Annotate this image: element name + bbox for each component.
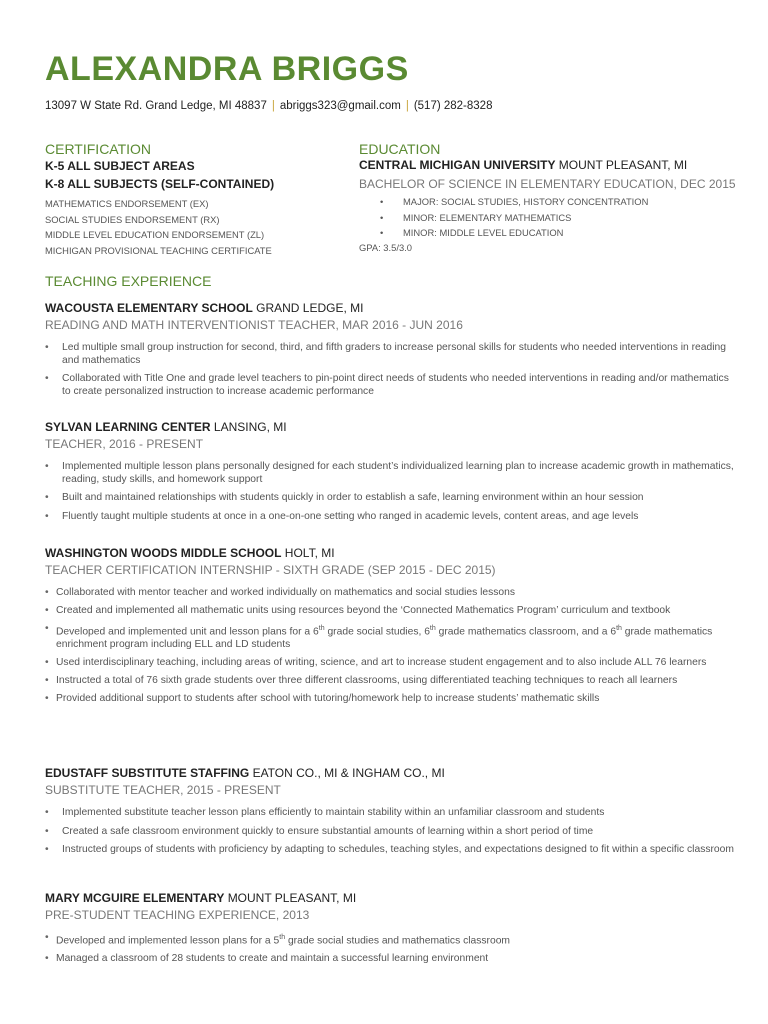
education-degree: BACHELOR OF SCIENCE IN ELEMENTARY EDUCATION, DEC 2015: [359, 177, 736, 191]
job-bullet: • Collaborated with Title One and grade level teachers to pin-point direct needs of students who needed interventions in reading and/or mathematics to create personalized instruction to increase academic performance: [45, 373, 735, 398]
job-bullet: • Fluently taught multiple students at once in a one-on-one setting who ranged in academic levels, content areas, and age levels: [45, 511, 735, 524]
job-bullet: • Created a safe classroom environment quickly to ensure substantial amounts of learning within a short period of time: [45, 826, 735, 839]
job-bullet: • Managed a classroom of 28 students to create and maintain a successful learning environment: [45, 953, 735, 966]
job-location: GRAND LEDGE, MI: [256, 301, 364, 315]
job-org: WACOUSTA ELEMENTARY SCHOOL: [45, 301, 253, 315]
job-bullet: • Led multiple small group instruction for second, third, and fifth graders to increase personal skills for students who needed interventions in reading and mathematics: [45, 342, 735, 367]
job-role: PRE-STUDENT TEACHING EXPERIENCE, 2013: [45, 908, 310, 922]
job-entry: [45, 300, 735, 404]
education-school: [359, 158, 687, 172]
job-bullet: • Created and implemented all mathematic units using resources beyond the ‘Connected Mathematics Program’ curriculum and textbook: [45, 605, 735, 618]
job-bullet: • Provided additional support to students after school with tutoring/homework help to increase students’ mathematic skills: [45, 693, 735, 706]
job-role: SUBSTITUTE TEACHER, 2015 - PRESENT: [45, 783, 281, 797]
school-location: MOUNT PLEASANT, MI: [558, 158, 688, 172]
job-bullet: • Developed and implemented unit and lesson plans for a 6th grade social studies, 6th grade mathematics classroom, and a 6th grade mathematics enrichment program including ELL and LD students: [45, 623, 735, 651]
experience-heading: TEACHING EXPERIENCE: [45, 273, 212, 289]
job-bullet: • Instructed groups of students with proficiency by adapting to schedules, teaching styles, and expectations designed to fit within a specific classroom: [45, 844, 735, 857]
job-org: EDUSTAFF SUBSTITUTE STAFFING: [45, 766, 250, 780]
job-bullet: • Instructed a total of 76 sixth grade students over three different classrooms, using differentiated teaching techniques to reach all learners: [45, 675, 735, 688]
separator: |: [271, 100, 275, 112]
contact-line: [45, 100, 492, 112]
gpa: GPA: 3.5/3.0: [359, 242, 412, 253]
certification-main-list: [45, 157, 274, 193]
education-details: [380, 194, 648, 241]
job-org: WASHINGTON WOODS MIDDLE SCHOOL: [45, 546, 282, 560]
job-location: LANSING, MI: [213, 420, 287, 434]
separator: |: [405, 100, 409, 112]
job-bullets: [45, 342, 735, 398]
job-location: MOUNT PLEASANT, MI: [227, 891, 357, 905]
job-role: READING AND MATH INTERVENTIONIST TEACHER, MAR 2016 - JUN 2016: [45, 318, 463, 332]
job-bullet: • Implemented substitute teacher lesson plans efficiently to maintain stability within an unfamiliar classroom and students: [45, 807, 735, 820]
resume-name: ALEXANDRA BRIGGS: [45, 50, 409, 88]
email[interactable]: abriggs323@gmail.com: [279, 100, 401, 112]
certification-item: K-8 ALL SUBJECTS (SELF-CONTAINED): [45, 177, 275, 191]
education-detail-item: • MINOR: MIDDLE LEVEL EDUCATION: [380, 225, 648, 241]
job-entry: [45, 419, 735, 529]
address: 13097 W State Rd. Grand Ledge, MI 48837: [45, 100, 267, 112]
job-location: EATON CO., MI & INGHAM CO., MI: [252, 766, 445, 780]
job-bullets: [45, 461, 735, 523]
job-entry: [45, 545, 735, 711]
job-bullet: • Developed and implemented lesson plans for a 5th grade social studies and mathematics classroom: [45, 932, 735, 948]
endorsement-item: SOCIAL STUDIES ENDORSEMENT (RX): [45, 213, 220, 225]
job-bullets: [45, 932, 735, 966]
education-detail-item: • MAJOR: SOCIAL STUDIES, HISTORY CONCENTRATION: [380, 194, 648, 210]
job-entry: [45, 765, 735, 863]
certification-item: K-5 ALL SUBJECT AREAS: [45, 159, 195, 173]
job-bullet: • Built and maintained relationships with students quickly in order to establish a safe, learning environment within an hour session: [45, 492, 735, 505]
job-bullet: • Implemented multiple lesson plans personally designed for each student’s individualized learning plan to increase academic growth in mathematics, reading, study skills, and homework support: [45, 461, 735, 486]
job-org: SYLVAN LEARNING CENTER: [45, 420, 211, 434]
endorsement-item: MATHEMATICS ENDORSEMENT (EX): [45, 198, 209, 209]
phone[interactable]: (517) 282-8328: [413, 100, 493, 112]
job-location: HOLT, MI: [284, 546, 335, 560]
education-heading: EDUCATION: [359, 141, 441, 157]
job-header: [45, 890, 735, 906]
job-bullets: [45, 587, 735, 705]
endorsement-list: [45, 196, 272, 258]
endorsement-item: MIDDLE LEVEL EDUCATION ENDORSEMENT (ZL): [45, 229, 265, 240]
job-role: TEACHER CERTIFICATION INTERNSHIP - SIXTH GRADE (SEP 2015 - DEC 2015): [45, 563, 496, 577]
certification-heading: CERTIFICATION: [45, 141, 152, 157]
school-name: CENTRAL MICHIGAN UNIVERSITY: [359, 158, 556, 172]
job-header: [45, 765, 735, 781]
job-bullet: • Collaborated with mentor teacher and worked individually on mathematics and social studies lessons: [45, 587, 735, 600]
endorsement-item: MICHIGAN PROVISIONAL TEACHING CERTIFICATE: [45, 244, 272, 256]
job-entry: [45, 890, 735, 971]
job-role: TEACHER, 2016 - PRESENT: [45, 437, 204, 451]
job-header: [45, 419, 735, 435]
job-org: MARY MCGUIRE ELEMENTARY: [45, 891, 225, 905]
job-bullet: • Used interdisciplinary teaching, including areas of writing, science, and art to increase student engagement and to also include ALL 76 learners: [45, 657, 735, 670]
education-detail-item: • MINOR: ELEMENTARY MATHEMATICS: [380, 210, 648, 226]
job-header: [45, 545, 735, 561]
job-header: [45, 300, 735, 316]
job-bullets: [45, 807, 735, 857]
